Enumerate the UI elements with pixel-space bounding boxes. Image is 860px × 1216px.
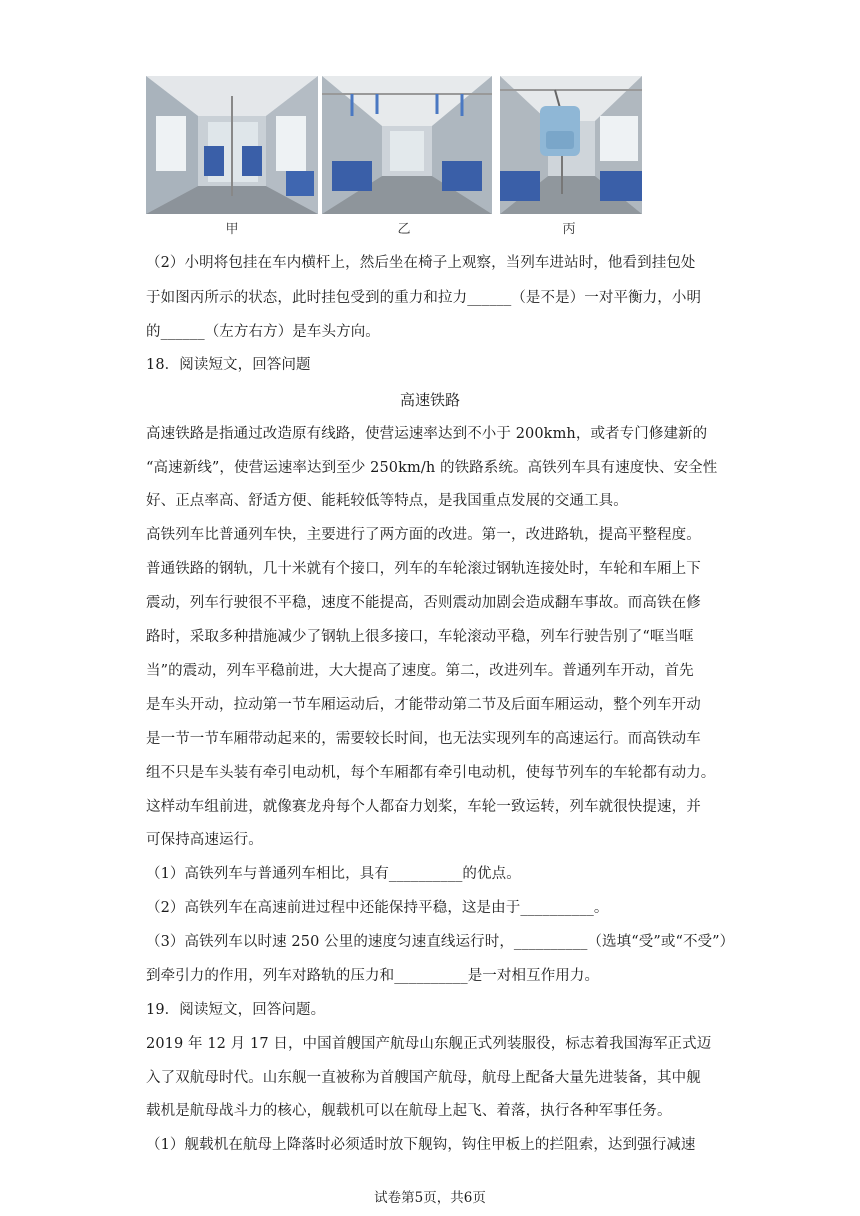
caption-yi: 乙	[397, 222, 411, 237]
passage-line: 当”的震动，列车平稳前进，大大提高了速度。第二，改进列车。普通列车开动，首先	[146, 663, 694, 679]
q19-line: （1）舰载机在航母上降落时必须适时放下舰钩，钩住甲板上的拦阻索，达到强行减速	[146, 1137, 696, 1153]
passage-line: 这样动车组前进，就像赛龙舟每个人都奋力划桨，车轮一致运转，列车就很快提速，并	[146, 799, 701, 815]
passage-line: 路时，采取多种措施减少了钢轨上很多接口，车轮滚动平稳，列车行驶告别了“哐当哐	[146, 629, 694, 645]
passage-line: 组不只是车头装有牵引电动机，每个车厢都有牵引电动机，使每节列车的车轮都有动力。	[146, 765, 716, 781]
q17-line: 于如图丙所示的状态，此时挂包受到的重力和拉力______（是不是）一对平衡力，小明	[146, 290, 702, 306]
caption-bing: 丙	[562, 222, 576, 237]
passage-line: 高速铁路是指通过改造原有线路，使营运速率达到不小于 200kmh，或者专门修建新的	[146, 426, 708, 442]
q17-line: （2）小明将包挂在车内横杆上，然后坐在椅子上观察，当列车进站时，他看到挂包处	[146, 255, 696, 271]
q19-heading: 19．阅读短文，回答问题。	[146, 1002, 326, 1018]
passage-line: 普通铁路的钢轨，几十米就有个接口，列车的车轮滚过钢轨连接处时，车轮和车厢上下	[146, 561, 701, 577]
q19-line: 载机是航母战斗力的核心，舰载机可以在航母上起飞、着落，执行各种军事任务。	[146, 1103, 672, 1119]
passage-line: 可保持高速运行。	[146, 832, 263, 848]
q17-line: 的______（左方右方）是车头方向。	[146, 324, 380, 340]
q18-question: （1）高铁列车与普通列车相比，具有__________的优点。	[146, 866, 521, 882]
q18-heading: 18．阅读短文，回答问题	[146, 357, 311, 373]
q19-line: 入了双航母时代。山东舰一直被称为首艘国产航母，航母上配备大量先进装备，其中舰	[146, 1070, 701, 1086]
photo-bing	[500, 76, 642, 214]
caption-jia: 甲	[225, 222, 239, 237]
passage-line: 震动，列车行驶很不平稳，速度不能提高，否则震动加剧会造成翻车事故。而高铁在修	[146, 595, 701, 611]
q18-question: （2）高铁列车在高速前进过程中还能保持平稳，这是由于__________。	[146, 900, 609, 916]
q19-line: 2019 年 12 月 17 日，中国首艘国产航母山东舰正式列装服役，标志着我国海军正式迈	[146, 1036, 712, 1052]
q18-question: 到牵引力的作用，列车对路轨的压力和__________是一对相互作用力。	[146, 968, 600, 984]
figure-photos	[146, 76, 646, 216]
photo-jia	[146, 76, 318, 214]
q18-question: （3）高铁列车以时速 250 公里的速度匀速直线运行时，__________（选填“受”或“不受”）	[146, 934, 735, 950]
passage-line: 好、正点率高、舒适方便、能耗较低等特点，是我国重点发展的交通工具。	[146, 493, 628, 509]
photo-yi	[322, 76, 492, 214]
passage-line: 是车头开动，拉动第一节车厢运动后，才能带动第二节及后面车厢运动，整个列车开动	[146, 697, 701, 713]
passage-line: 高铁列车比普通列车快，主要进行了两方面的改进。第一，改进路轨，提高平整程度。	[146, 527, 701, 543]
passage-title: 高速铁路	[399, 391, 460, 409]
passage-line: 是一节一节车厢带动起来的，需要较长时间，也无法实现列车的高速运行。而高铁动车	[146, 731, 701, 747]
passage-line: “高速新线”，使营运速率达到至少 250km/h 的铁路系统。高铁列车具有速度快、安全性	[146, 460, 718, 476]
page-footer: 试卷第5页，共6页	[374, 1190, 486, 1206]
